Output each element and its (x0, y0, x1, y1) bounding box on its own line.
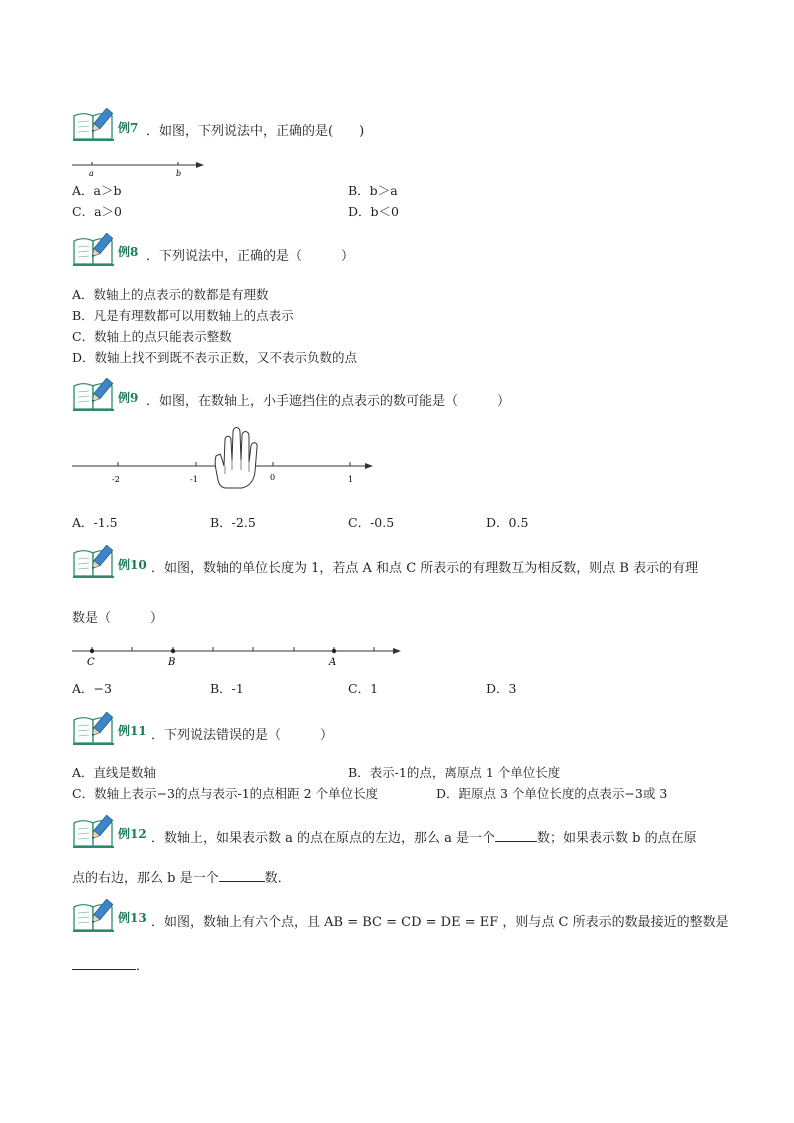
option-d[interactable]: D．数轴上找不到既不表示正数，又不表示负数的点 (72, 350, 358, 365)
answer-blank-2[interactable] (219, 880, 265, 882)
book-pencil-icon (72, 545, 116, 579)
book-pencil-icon (72, 378, 116, 412)
number-line-figure (70, 642, 410, 670)
question-text: ．如图，数轴上有六个点，且 AB = BC = CD = DE = EF ，则与点 C 所表示的数最接近的整数是 (151, 915, 729, 930)
question-text: ．下列说法中，正确的是（ ） (146, 249, 355, 264)
example-label: 例8 (118, 245, 139, 259)
example-label: 例13 (118, 911, 147, 925)
book-pencil-icon (72, 108, 116, 142)
question-text-continued: 数是（ ） (72, 611, 164, 626)
option-b[interactable]: B．表示-1的点，离原点 1 个单位长度 (348, 765, 561, 780)
point-b (171, 649, 175, 653)
book-pencil-icon (72, 815, 116, 849)
book-pencil-icon (72, 233, 116, 267)
option-d[interactable]: D．距原点 3 个单位长度的点表示−3或 3 (436, 786, 668, 801)
option-d[interactable]: D．0.5 (486, 515, 529, 530)
question-text: ．下列说法错误的是（ ） (151, 728, 334, 743)
question-part-a: ．数轴上，如果表示数 a 的点在原点的左边，那么 a 是一个 (151, 831, 496, 846)
example-label: 例7 (118, 121, 139, 135)
label-c: C (87, 657, 95, 668)
question-part-d: 数． (264, 871, 291, 886)
answer-blank-1[interactable] (495, 840, 537, 842)
question-text: ．如图，在数轴上，小手遮挡住的点表示的数可能是（ ） (146, 394, 511, 409)
question-text (151, 827, 697, 846)
option-c[interactable]: C．a＞0 (72, 204, 122, 219)
option-c[interactable]: C．数轴上表示−3的点与表示-1的点相距 2 个单位长度 (72, 786, 379, 801)
question-end: ． (136, 959, 150, 974)
question-part-b: 数；如果表示数 b 的点在原 (537, 831, 697, 846)
point-c (90, 649, 94, 653)
label-b: B (168, 657, 176, 668)
example-label: 例12 (118, 827, 147, 841)
option-a[interactable]: A．-1.5 (72, 515, 118, 530)
answer-blank[interactable] (72, 968, 136, 970)
option-b[interactable]: B．-1 (210, 681, 244, 696)
point-a (332, 649, 336, 653)
option-b[interactable]: B．b＞a (348, 183, 398, 198)
number-line-figure (70, 157, 210, 179)
option-c[interactable]: C．数轴上的点只能表示整数 (72, 329, 232, 344)
tick-label-1: 1 (348, 475, 354, 484)
option-b[interactable]: B．-2.5 (210, 515, 256, 530)
number-line-figure (70, 422, 380, 492)
option-c[interactable]: C．1 (348, 681, 379, 696)
tick-label-neg2: -2 (112, 475, 120, 484)
question-text: ．如图，下列说法中，正确的是( ) (146, 124, 365, 139)
question-text-continued (72, 867, 291, 886)
option-a[interactable]: A．−3 (72, 681, 112, 696)
option-a[interactable]: A．直线是数轴 (72, 765, 157, 780)
example-label: 例11 (118, 724, 147, 738)
hand-icon (215, 428, 257, 489)
question-text-continued (72, 955, 149, 974)
question-part-c: 点的右边，那么 b 是一个 (72, 871, 219, 886)
option-d[interactable]: D．3 (486, 681, 517, 696)
label-a: A (329, 657, 337, 668)
label-b: b (176, 169, 182, 178)
label-a: a (89, 169, 94, 178)
example-label: 例10 (118, 558, 147, 572)
tick-label-neg1: -1 (190, 475, 198, 484)
example-label: 例9 (118, 391, 139, 405)
book-pencil-icon (72, 712, 116, 746)
option-a[interactable]: A．a＞b (72, 183, 122, 198)
option-c[interactable]: C．-0.5 (348, 515, 395, 530)
question-text: ．如图，数轴的单位长度为 1，若点 A 和点 C 所表示的有理数互为相反数，则点 B 表示的有理 (151, 561, 699, 576)
book-pencil-icon (72, 899, 116, 933)
option-a[interactable]: A．数轴上的点表示的数都是有理数 (72, 287, 269, 302)
option-d[interactable]: D．b＜0 (348, 204, 399, 219)
option-b[interactable]: B．凡是有理数都可以用数轴上的点表示 (72, 308, 294, 323)
tick-label-0: 0 (270, 473, 276, 482)
